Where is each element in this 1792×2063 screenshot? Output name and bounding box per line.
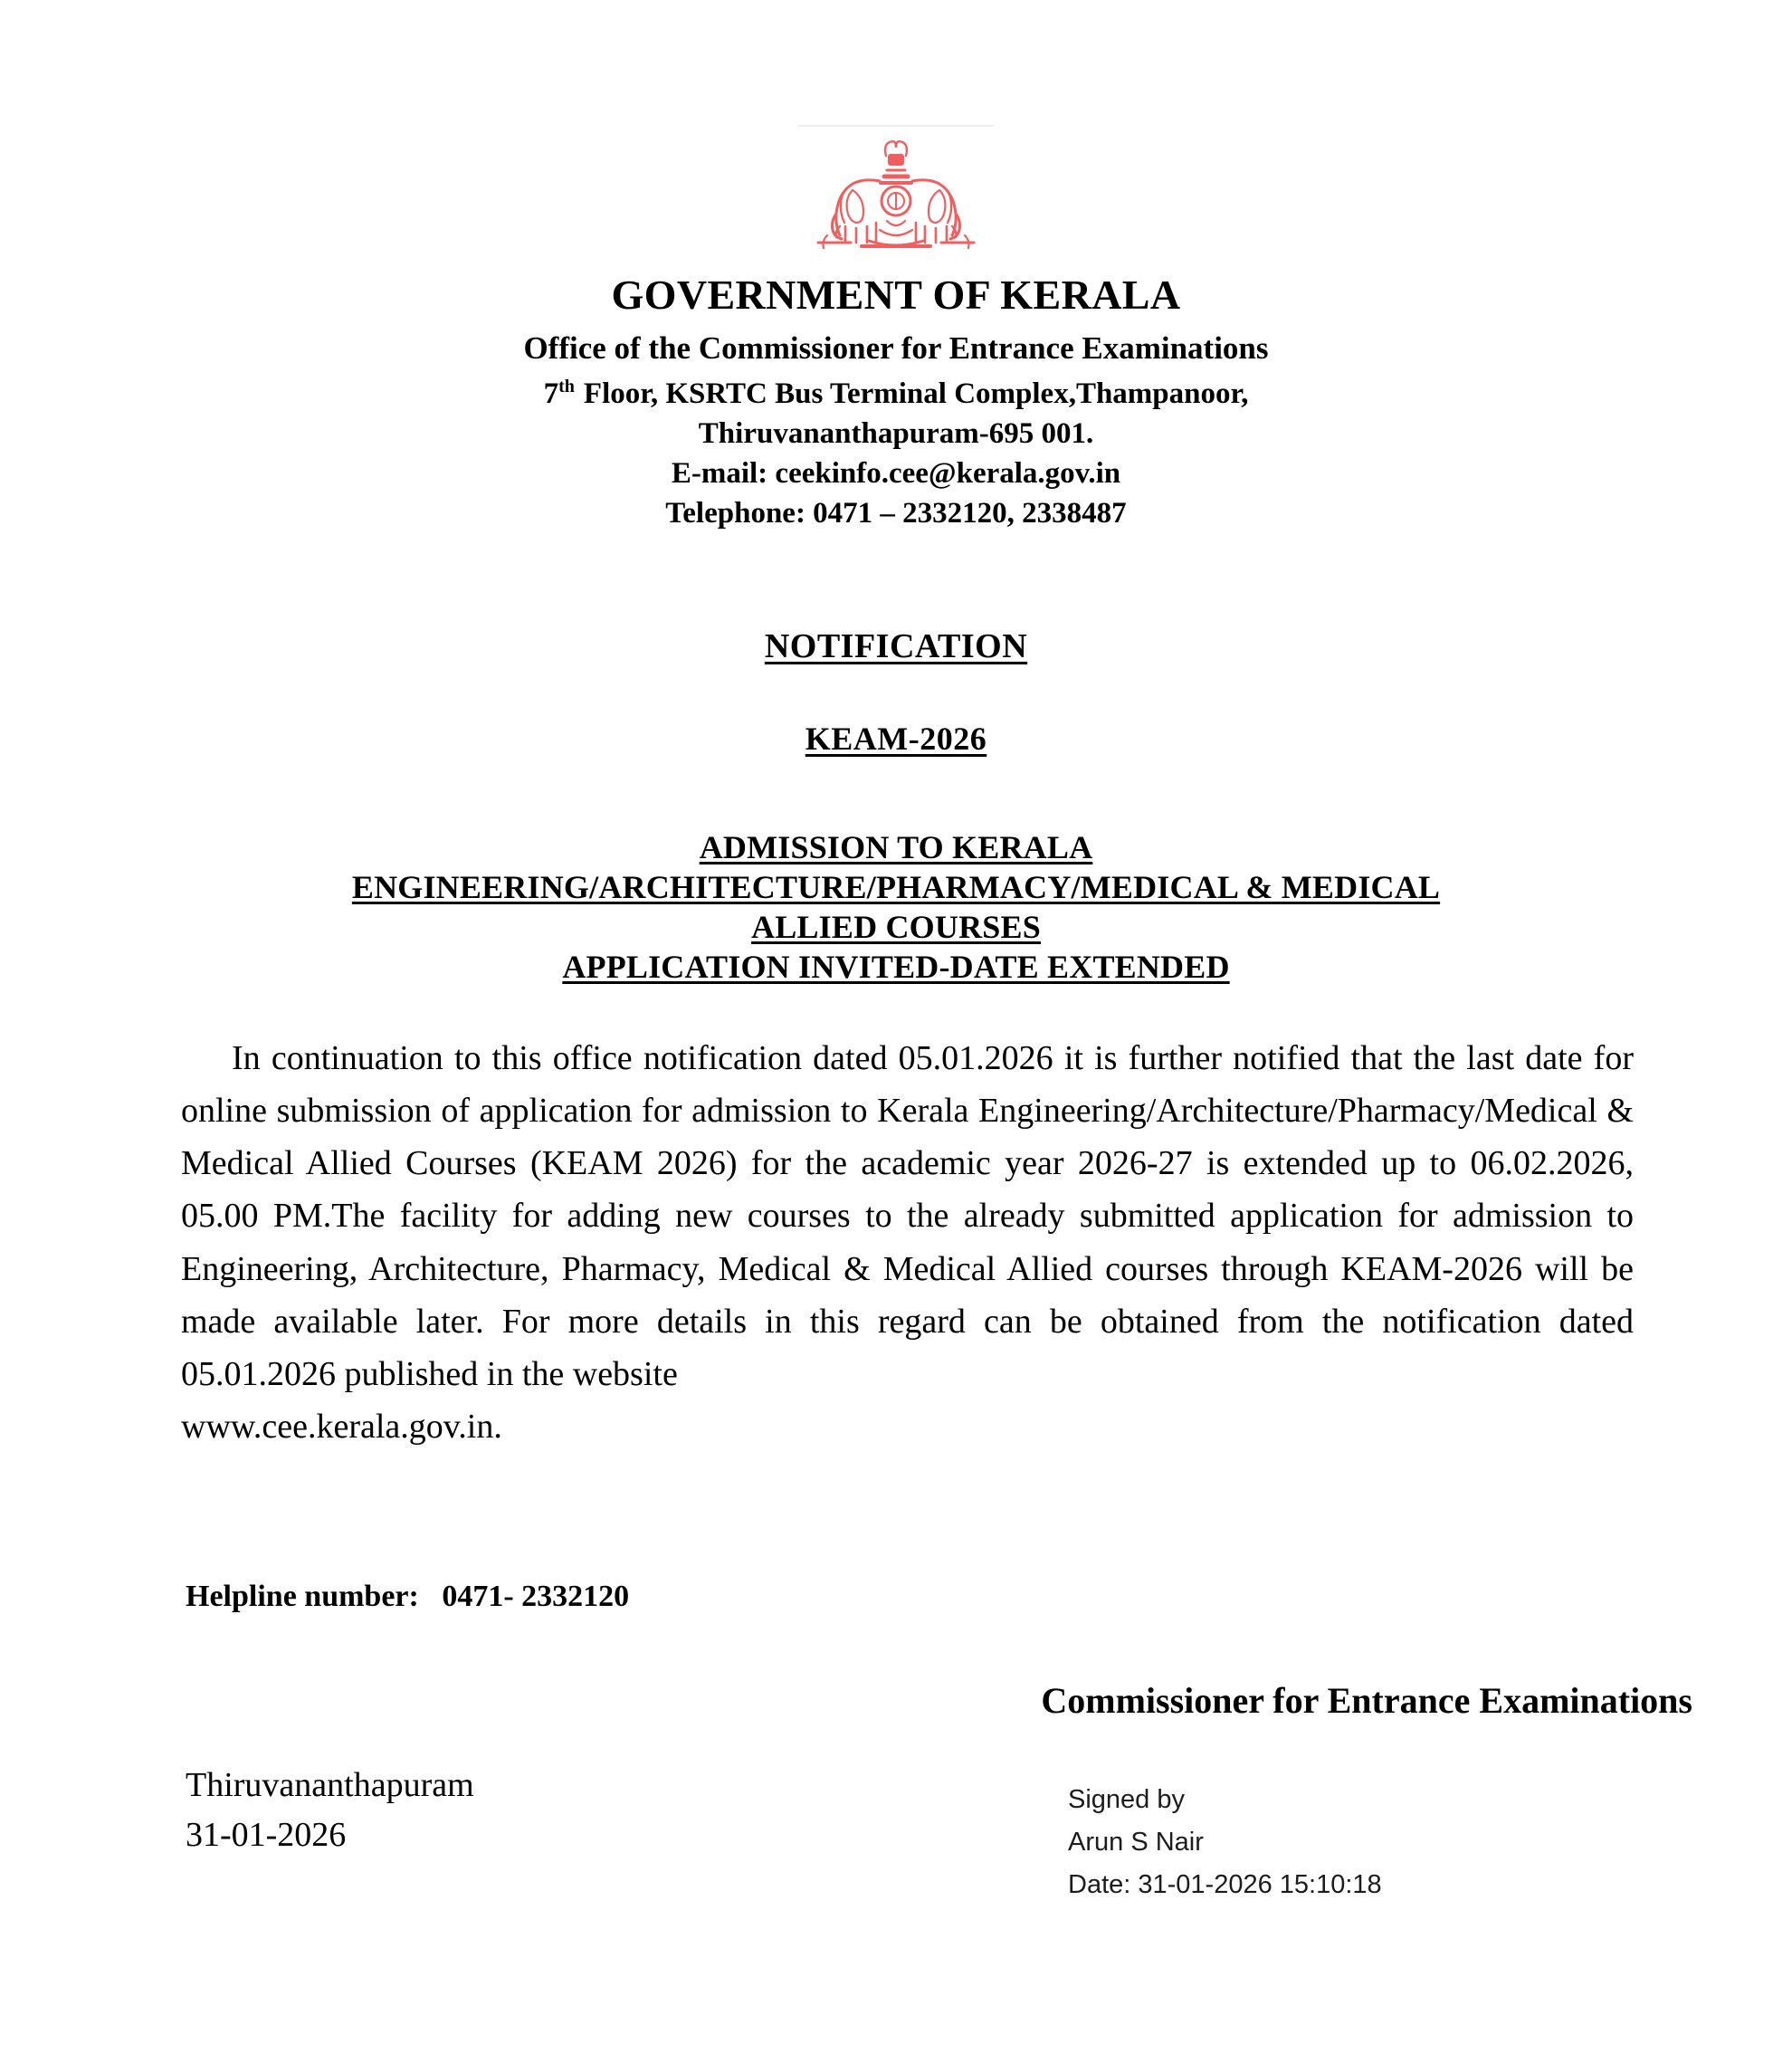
- dsc-signed-by-label: Signed by: [1068, 1785, 1185, 1814]
- keam-heading: KEAM-2026: [805, 721, 987, 757]
- address-street: Floor, KSRTC Bus Terminal Complex,Thampanoor,: [583, 377, 1249, 410]
- floor-ordinal-suffix: th: [558, 376, 575, 396]
- letterhead: [0, 272, 1792, 531]
- dsc-signer-name: Arun S Nair: [1068, 1827, 1204, 1857]
- floor-number: 7th: [543, 376, 575, 410]
- body-paragraph: In continuation to this office notification dated 05.01.2026 it is further notified that the last date for online submission of application for admission to Kerala Engineering/Architecture/Pharmacy/Medical & Medical Allied Courses (KEAM 2026) for the academic year 2026-27 is extended up to 06.02.2026, 05.00 PM.The facility for adding new courses to the already submitted application for admission to Engineering, Architecture, Pharmacy, Medical & Medical Allied courses through KEAM-2026 will be made available later. For more details in this regard can be obtained from the notification dated 05.01.2026 published in the website: [181, 1039, 1634, 1393]
- place-and-date: [186, 1761, 474, 1860]
- address-line-2: Thiruvananthapuram-695 001.: [698, 416, 1094, 450]
- subject-line-3: ALLIED COURSES: [751, 908, 1041, 945]
- place: Thiruvananthapuram: [186, 1766, 474, 1804]
- subject-line-4: APPLICATION INVITED-DATE EXTENDED: [562, 948, 1230, 985]
- subject-heading: [136, 828, 1656, 988]
- government-title: GOVERNMENT OF KERALA: [611, 272, 1181, 318]
- helpline-line: Helpline number: 0471- 2332120: [186, 1580, 630, 1613]
- signatory-designation: Commissioner for Entrance Examinations: [1041, 1680, 1692, 1721]
- issue-date: 31-01-2026: [186, 1816, 347, 1855]
- office-title: Office of the Commissioner for Entrance Examinations: [523, 330, 1269, 366]
- subject-line-2: ENGINEERING/ARCHITECTURE/PHARMACY/MEDICAL & MEDICAL: [351, 868, 1441, 905]
- emblem-frame: [797, 125, 995, 255]
- notification-body: [181, 1032, 1634, 1453]
- subject-line-1: ADMISSION TO KERALA: [699, 829, 1093, 865]
- notification-heading: NOTIFICATION: [764, 627, 1028, 665]
- digital-signature-block: [1068, 1779, 1382, 1906]
- telephone-line: Telephone: 0471 – 2332120, 2338487: [665, 496, 1127, 530]
- kerala-state-emblem-icon: [800, 136, 992, 255]
- dsc-timestamp: Date: 31-01-2026 15:10:18: [1068, 1869, 1382, 1899]
- website-line: www.cee.kerala.gov.in.: [181, 1407, 502, 1446]
- address-line-1: [0, 377, 1792, 412]
- emblem-container: [0, 125, 1792, 255]
- email-line: E-mail: ceekinfo.cee@kerala.gov.in: [671, 456, 1121, 490]
